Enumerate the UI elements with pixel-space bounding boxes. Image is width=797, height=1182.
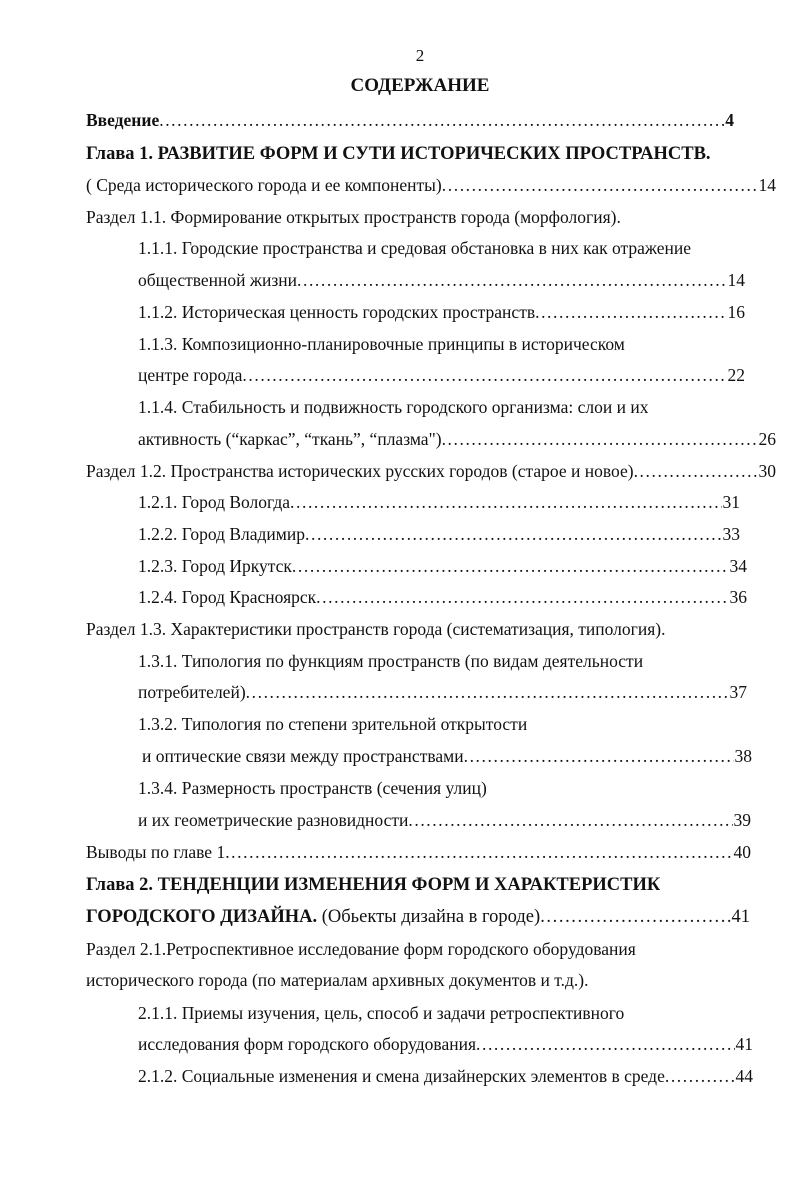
- dot-leader: [305, 522, 722, 546]
- toc-entry-1-2-1: [138, 490, 740, 514]
- dot-leader: [634, 459, 758, 483]
- toc-entry-text: 1.2.4. Город Красноярск: [138, 587, 317, 607]
- dot-leader: [292, 554, 729, 578]
- toc-entry-text: исторического города (по материалам архивных документов и т.д.).: [86, 970, 589, 990]
- toc-entry-page: 40: [733, 842, 751, 862]
- toc-entry-conclusions-1: [86, 840, 751, 864]
- toc-entry-1-1-3: [138, 332, 625, 356]
- toc-entry-page: 41: [731, 907, 750, 927]
- toc-entry-text: ( Среда исторического города и ее компоненты): [86, 175, 442, 195]
- dot-leader: [316, 585, 728, 609]
- page-number: 2: [415, 46, 425, 65]
- dot-leader: [290, 490, 721, 514]
- toc-entry-text: Выводы по главе 1: [86, 842, 226, 862]
- toc-entry-text: Введение: [86, 110, 160, 130]
- dot-leader: [242, 363, 726, 387]
- toc-entry-2-1-2: [138, 1064, 753, 1088]
- toc-section-2-1-cont: [86, 968, 588, 992]
- toc-entry-text: 1.3.2. Типология по степени зрительной открытости: [138, 714, 528, 734]
- toc-section-1-3: [86, 617, 665, 641]
- toc-section-2-1: [86, 937, 636, 961]
- toc-chapter-1-heading: [86, 142, 711, 166]
- page-title: СОДЕРЖАНИЕ: [350, 75, 490, 96]
- toc-entry-page: 33: [722, 524, 740, 544]
- toc-entry-text: Раздел 1.1. Формирование открытых пространств города (морфология).: [86, 207, 621, 227]
- toc-entry-page: 41: [735, 1034, 753, 1054]
- toc-entry-page: 4: [725, 110, 734, 130]
- toc-entry-page: 38: [734, 746, 752, 766]
- toc-entry-2-1-1-cont: [138, 1032, 753, 1056]
- dot-leader: [665, 1064, 735, 1088]
- toc-entry-text: Глава 1. РАЗВИТИЕ ФОРМ И СУТИ ИСТОРИЧЕСКИХ ПРОСТРАНСТВ.: [86, 144, 711, 164]
- toc-entry-1-1-2: [138, 300, 745, 324]
- dot-leader: [442, 427, 758, 451]
- dot-leader: [464, 744, 734, 768]
- toc-entry-text: 2.1.1. Приемы изучения, цель, способ и задачи ретроспективного: [138, 1003, 625, 1023]
- dot-leader: [408, 808, 732, 832]
- toc-entry-text: Раздел 2.1.Ретроспективное исследование форм городского оборудования: [86, 939, 636, 959]
- toc-entry-text: 1.1.2. Историческая ценность городских пространств: [138, 302, 536, 322]
- toc-entry-page: 31: [722, 492, 740, 512]
- toc-entry-text: ГОРОДСКОГО ДИЗАЙНА.: [86, 907, 318, 927]
- toc-entry-text: 1.1.3. Композиционно-планировочные принципы в историческом: [138, 334, 625, 354]
- toc-entry-page: 37: [729, 682, 747, 702]
- toc-entry-text: и их геометрические разновидности: [138, 810, 409, 830]
- toc-entry-page: 14: [727, 270, 745, 290]
- toc-entry-text: исследования форм городского оборудования: [138, 1034, 476, 1054]
- dot-leader: [246, 680, 729, 704]
- toc-chapter-2-heading: [86, 873, 660, 897]
- toc-entry-text: 1.2.1. Город Вологда: [138, 492, 291, 512]
- toc-entry-1-3-1-cont: [138, 680, 747, 704]
- toc-entry-page: 39: [733, 810, 751, 830]
- toc-entry-text: 1.3.4. Размерность пространств (сечения улиц): [138, 778, 487, 798]
- toc-entry-1-3-2-cont: [142, 744, 752, 768]
- toc-entry-1-2-3: [138, 554, 747, 578]
- dot-leader: [297, 268, 727, 292]
- toc-entry-page: 16: [727, 302, 745, 322]
- toc-entry-2-1-1: [138, 1001, 624, 1025]
- toc-entry-chapter-1-subtitle: [86, 173, 776, 197]
- toc-entry-text: 1.1.4. Стабильность и подвижность городского организма: слои и их: [138, 397, 649, 417]
- dot-leader: [476, 1032, 735, 1056]
- dot-leader: [225, 840, 732, 864]
- toc-entry-text: потребителей): [138, 682, 246, 702]
- toc-entry-page: 44: [735, 1066, 753, 1086]
- toc-entry-1-1-1-cont: [138, 268, 745, 292]
- toc-entry-text: и оптические связи между пространствами: [142, 746, 464, 766]
- toc-entry-text: 1.2.3. Город Иркутск: [138, 556, 292, 576]
- toc-entry-text: общественной жизни: [138, 270, 297, 290]
- toc-entry-1-3-4-cont: [138, 808, 751, 832]
- toc-chapter-2-heading-cont: [86, 905, 750, 929]
- toc-entry-text: активность (“каркас”, “ткань”, “плазма"): [138, 429, 442, 449]
- toc-entry-page: 36: [729, 587, 747, 607]
- toc-entry-page: 22: [727, 365, 745, 385]
- toc-entry-text: 2.1.2. Социальные изменения и смена дизайнерских элементов в среде: [138, 1066, 665, 1086]
- toc-entry-page: 34: [729, 556, 747, 576]
- dot-leader: [540, 905, 730, 929]
- toc-entry-text: Раздел 1.2. Пространства исторических русских городов (старое и новое): [86, 461, 634, 481]
- toc-entry-1-1-1: [138, 236, 691, 260]
- toc-entry-1-1-4-cont: [138, 427, 776, 451]
- toc-entry-page: 14: [758, 175, 776, 195]
- dot-leader: [535, 300, 726, 324]
- toc-entry-introduction: [86, 108, 734, 132]
- toc-entry-text: 1.3.1. Типология по функциям пространств (по видам деятельности: [138, 651, 644, 671]
- toc-section-1-1: [86, 205, 621, 229]
- toc-entry-text: 1.1.1. Городские пространства и средовая обстановка в них как отражение: [138, 238, 692, 258]
- toc-entry-1-3-1: [138, 649, 643, 673]
- toc-entry-page: 26: [758, 429, 776, 449]
- toc-entry-text: Глава 2. ТЕНДЕНЦИИ ИЗМЕНЕНИЯ ФОРМ И ХАРАКТЕРИСТИК: [86, 875, 661, 895]
- toc-entry-1-3-4: [138, 776, 487, 800]
- toc-entry-1-3-2: [138, 712, 527, 736]
- toc-entry-page: 30: [758, 461, 776, 481]
- toc-entry-text: Раздел 1.3. Характеристики пространств города (систематизация, типология).: [86, 619, 666, 639]
- toc-entry-text: центре города: [138, 365, 243, 385]
- toc-section-1-2: [86, 459, 776, 483]
- toc-entry-text: 1.2.2. Город Владимир: [138, 524, 305, 544]
- toc-entry-1-2-2: [138, 522, 740, 546]
- toc-entry-1-2-4: [138, 585, 747, 609]
- toc-entry-1-1-4: [138, 395, 648, 419]
- dot-leader: [159, 108, 724, 132]
- toc-entry-1-1-3-cont: [138, 363, 745, 387]
- toc-entry-subtitle: (Обьекты дизайна в городе): [317, 907, 541, 927]
- dot-leader: [442, 173, 758, 197]
